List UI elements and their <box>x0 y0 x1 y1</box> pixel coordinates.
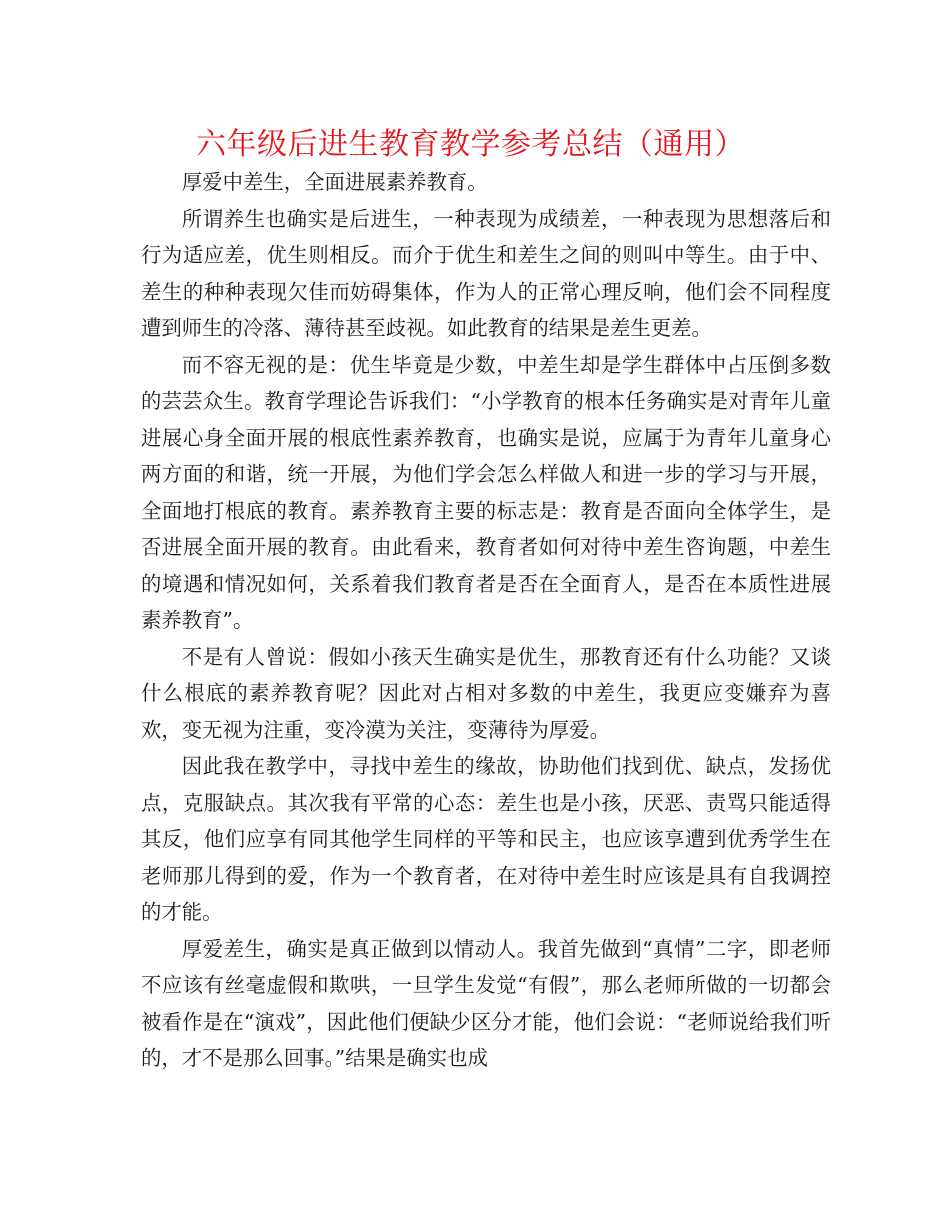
paragraph-6: 厚爱差生，确实是真正做到以情动人。我首先做到“真情”二字，即老师不应该有丝毫虚假和欺哄，一旦学生发觉“有假”，那么老师所做的一切都会被看作是在“演戏”，因此他们便缺少区分才能，他们会说：“老师说给我们听的，才不是那么回事。”结果是确实也成 <box>141 936 831 1070</box>
paragraph-2: 所谓养生也确实是后进生，一种表现为成绩差，一种表现为思想落后和行为适应差，优生则相反。而介于优生和差生之间的则叫中等生。由于中、差生的种种表现欠佳而妨碍集体，作为人的正常心理反响，他们会不同程度遭到师生的冷落、薄待甚至歧视。如此教育的结果是差生更差。 <box>141 206 831 340</box>
document-body <box>141 164 831 1077</box>
paragraph-4: 不是有人曾说：假如小孩天生确实是优生，那教育还有什么功能？又谈什么根底的素养教育呢？因此对占相对多数的中差生，我更应变嫌弃为喜欢，变无视为注重，变冷漠为关注，变薄待为厚爱。 <box>141 644 831 742</box>
paragraph-1: 厚爱中差生，全面进展素养教育。 <box>181 170 488 194</box>
paragraph-5: 因此我在教学中，寻找中差生的缘故，协助他们找到优、缺点，发扬优点，克服缺点。其次我有平常的心态：差生也是小孩，厌恶、责骂只能适得其反，他们应享有同其他学生同样的平等和民主，也应该享遭到优秀学生在老师那儿得到的爱，作为一个教育者，在对待中差生时应该是具有自我调控的才能。 <box>141 754 831 924</box>
paragraph-3: 而不容无视的是：优生毕竟是少数，中差生却是学生群体中占压倒多数的芸芸众生。教育学理论告诉我们：“小学教育的根本任务确实是对青年儿童进展心身全面开展的根底性素养教育，也确实是说，应属于为青年儿童身心两方面的和谐，统一开展，为他们学会怎么样做人和进一步的学习与开展，全面地打根底的教育。素养教育主要的标志是：教育是否面向全体学生，是否进展全面开展的教育。由此看来，教育者如何对待中差生咨询题，中差生的境遇和情况如何，关系着我们教育者是否在全面育人，是否在本质性进展素养教育”。 <box>141 352 831 632</box>
document-title: 六年级后进生教育教学参考总结（通用） <box>196 127 745 162</box>
